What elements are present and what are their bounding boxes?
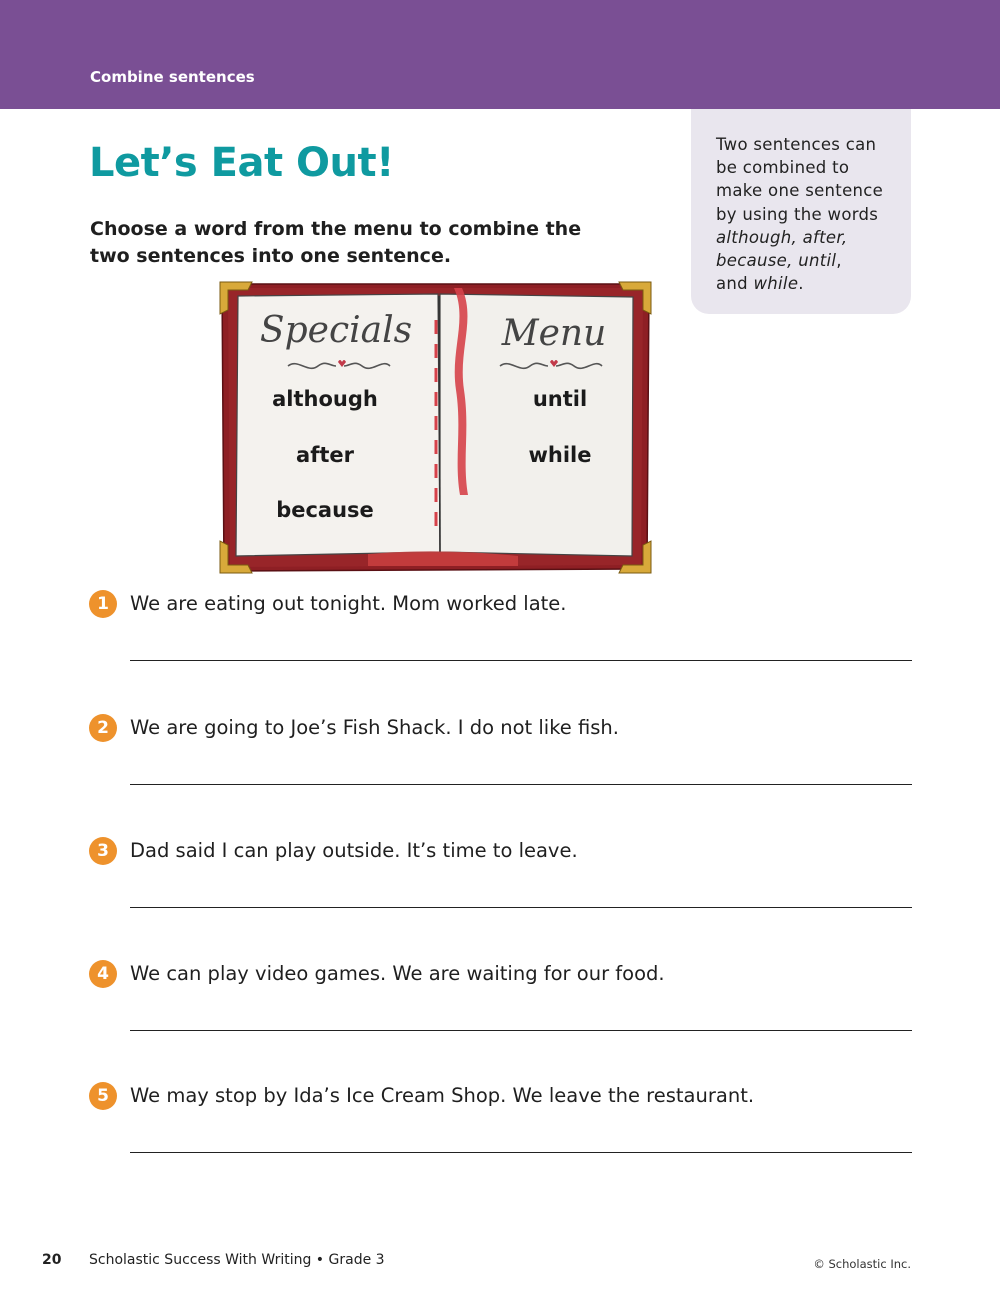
tip-punct: .: [798, 274, 804, 294]
question-3: [89, 837, 912, 927]
question-number-badge: 3: [89, 837, 117, 865]
tip-conjunction: while: [753, 274, 799, 294]
tip-line: Two sentences can: [716, 135, 877, 154]
question-number-badge: 5: [89, 1082, 117, 1110]
page-number: 20: [42, 1252, 62, 1268]
tip-line: [716, 226, 901, 249]
question-number-badge: 4: [89, 960, 117, 988]
question-number-badge: 1: [89, 590, 117, 618]
answer-line[interactable]: [130, 784, 912, 785]
header-band: [0, 0, 1000, 109]
answer-line[interactable]: [130, 1030, 912, 1031]
question-5: [89, 1082, 912, 1172]
tip-line: [716, 249, 901, 272]
answer-line[interactable]: [130, 907, 912, 908]
question-number-badge: 2: [89, 714, 117, 742]
menu-illustration: [218, 280, 653, 575]
tip-conjunctions: because, until: [716, 251, 837, 271]
menu-word: after: [296, 443, 354, 467]
book-title: Scholastic Success With Writing • Grade 3: [89, 1252, 385, 1268]
tip-line: make one sentence: [716, 181, 884, 201]
question-text: We can play video games. We are waiting for our food.: [130, 962, 665, 985]
page-title: Let’s Eat Out!: [89, 140, 394, 186]
tip-conjunctions: although, after,: [716, 227, 848, 247]
question-1: [89, 590, 912, 680]
menu-heading-menu: Menu: [501, 313, 607, 354]
question-2: [89, 714, 912, 804]
question-text: Dad said I can play outside. It’s time to leave.: [130, 839, 578, 862]
menu-word: until: [532, 387, 588, 411]
question-text: We may stop by Ida’s Ice Cream Shop. We leave the restaurant.: [130, 1084, 755, 1107]
tip-line: [716, 272, 901, 295]
tip-line: be combined to: [716, 158, 850, 178]
question-4: [89, 960, 912, 1050]
question-text: We are eating out tonight. Mom worked late.: [130, 592, 567, 615]
menu-word: although: [272, 387, 378, 411]
question-text: We are going to Joe’s Fish Shack. I do not like fish.: [130, 716, 619, 739]
tip-box: [691, 109, 911, 314]
section-label: Combine sentences: [90, 68, 255, 86]
answer-line[interactable]: [130, 660, 912, 661]
tip-line: by using the words: [716, 204, 879, 224]
menu-word: while: [528, 443, 592, 467]
instructions: Choose a word from the menu to combine the two sentences into one sentence.: [90, 218, 582, 267]
menu-heading-specials: Specials: [259, 310, 413, 351]
tip-text: and: [716, 274, 754, 294]
answer-line[interactable]: [130, 1152, 912, 1153]
tip-punct: ,: [836, 251, 842, 271]
copyright: © Scholastic Inc.: [813, 1257, 911, 1271]
menu-word: because: [276, 498, 374, 522]
